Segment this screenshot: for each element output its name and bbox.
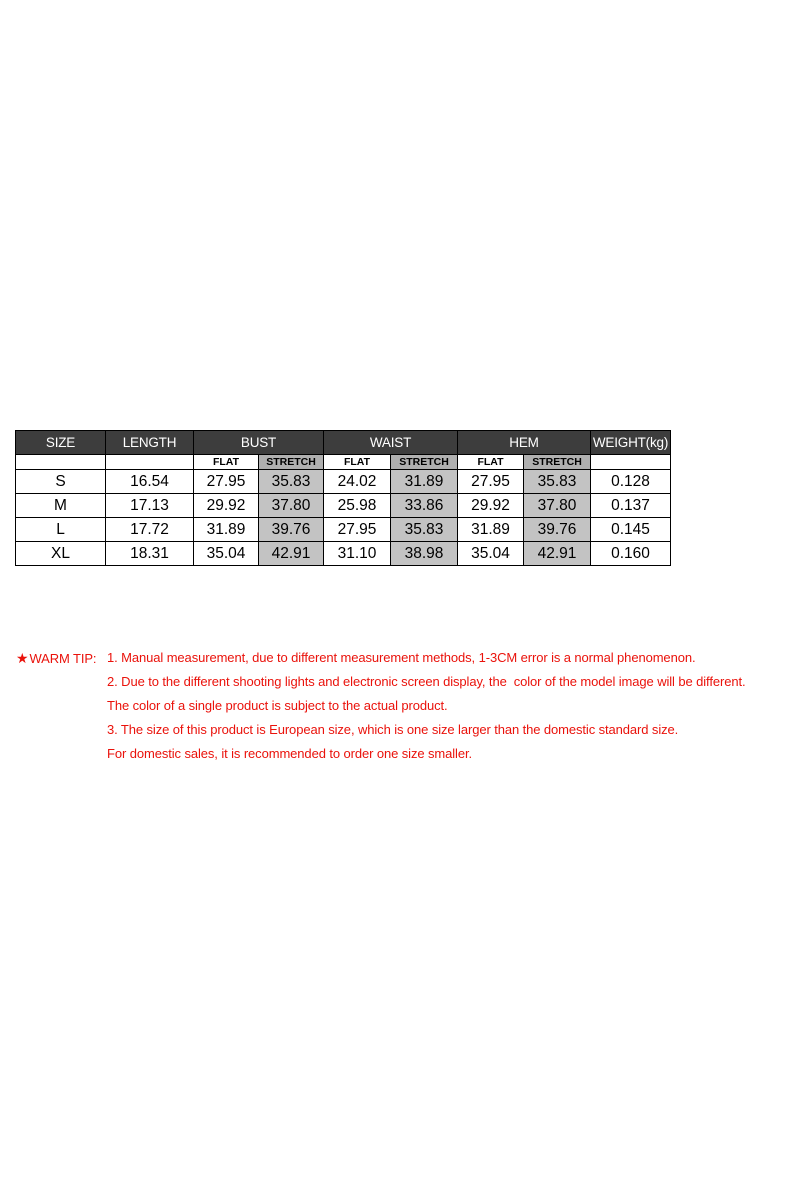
cell-bust-flat: 27.95 <box>194 470 259 494</box>
col-header-bust: BUST <box>194 431 324 455</box>
col-header-size: SIZE <box>16 431 106 455</box>
table-row-m <box>16 494 671 518</box>
warm-tip-section <box>16 646 800 766</box>
cell-waist-stretch: 38.98 <box>391 542 458 566</box>
cell-length: 17.72 <box>106 518 194 542</box>
cell-bust-flat: 29.92 <box>194 494 259 518</box>
cell-bust-stretch: 39.76 <box>259 518 324 542</box>
warm-tip-label <box>16 646 96 671</box>
cell-waist-stretch: 35.83 <box>391 518 458 542</box>
cell-hem-stretch: 37.80 <box>524 494 591 518</box>
tip-line-5: For domestic sales, it is recommended to order one size smaller. <box>107 746 472 761</box>
sub-header-blank-length <box>106 455 194 470</box>
cell-bust-flat: 31.89 <box>194 518 259 542</box>
cell-hem-flat: 27.95 <box>458 470 524 494</box>
col-header-hem: HEM <box>458 431 591 455</box>
cell-size: S <box>16 470 106 494</box>
tip-line-3: The color of a single product is subject to the actual product. <box>107 698 448 713</box>
warm-tip-label-text: WARM TIP: <box>29 651 97 666</box>
cell-length: 18.31 <box>106 542 194 566</box>
table-group-header-row <box>16 431 671 455</box>
cell-hem-flat: 29.92 <box>458 494 524 518</box>
cell-bust-flat: 35.04 <box>194 542 259 566</box>
cell-weight: 0.128 <box>591 470 671 494</box>
sub-header-hem-stretch: STRETCH <box>524 455 591 470</box>
warm-tip-lines <box>107 646 800 766</box>
table-row-l <box>16 518 671 542</box>
table-row-xl <box>16 542 671 566</box>
table-sub-header-row <box>16 455 671 470</box>
cell-bust-stretch: 37.80 <box>259 494 324 518</box>
tip-line-1: 1. Manual measurement, due to different measurement methods, 1-3CM error is a normal phenomenon. <box>107 650 696 665</box>
col-header-length: LENGTH <box>106 431 194 455</box>
cell-length: 17.13 <box>106 494 194 518</box>
star-icon: ★ <box>16 650 29 666</box>
cell-hem-stretch: 35.83 <box>524 470 591 494</box>
sub-header-waist-stretch: STRETCH <box>391 455 458 470</box>
cell-weight: 0.137 <box>591 494 671 518</box>
sub-header-blank-weight <box>591 455 671 470</box>
cell-waist-flat: 25.98 <box>324 494 391 518</box>
table-row-s <box>16 470 671 494</box>
sub-header-hem-flat: FLAT <box>458 455 524 470</box>
cell-weight: 0.160 <box>591 542 671 566</box>
sub-header-bust-flat: FLAT <box>194 455 259 470</box>
cell-weight: 0.145 <box>591 518 671 542</box>
cell-waist-flat: 31.10 <box>324 542 391 566</box>
sub-header-blank-size <box>16 455 106 470</box>
cell-size: L <box>16 518 106 542</box>
cell-waist-flat: 27.95 <box>324 518 391 542</box>
col-header-waist: WAIST <box>324 431 458 455</box>
cell-waist-stretch: 33.86 <box>391 494 458 518</box>
tip-line-4: 3. The size of this product is European size, which is one size larger than the domestic standard size. <box>107 722 679 737</box>
cell-bust-stretch: 42.91 <box>259 542 324 566</box>
cell-bust-stretch: 35.83 <box>259 470 324 494</box>
cell-hem-flat: 31.89 <box>458 518 524 542</box>
sub-header-waist-flat: FLAT <box>324 455 391 470</box>
cell-size: XL <box>16 542 106 566</box>
size-chart-table <box>15 430 671 566</box>
cell-hem-flat: 35.04 <box>458 542 524 566</box>
col-header-weight: WEIGHT(kg) <box>591 431 671 455</box>
cell-hem-stretch: 39.76 <box>524 518 591 542</box>
cell-length: 16.54 <box>106 470 194 494</box>
cell-waist-stretch: 31.89 <box>391 470 458 494</box>
cell-hem-stretch: 42.91 <box>524 542 591 566</box>
cell-waist-flat: 24.02 <box>324 470 391 494</box>
tip-line-2: 2. Due to the different shooting lights and electronic screen display, the color of the model image will be different. <box>107 674 746 689</box>
sub-header-bust-stretch: STRETCH <box>259 455 324 470</box>
cell-size: M <box>16 494 106 518</box>
